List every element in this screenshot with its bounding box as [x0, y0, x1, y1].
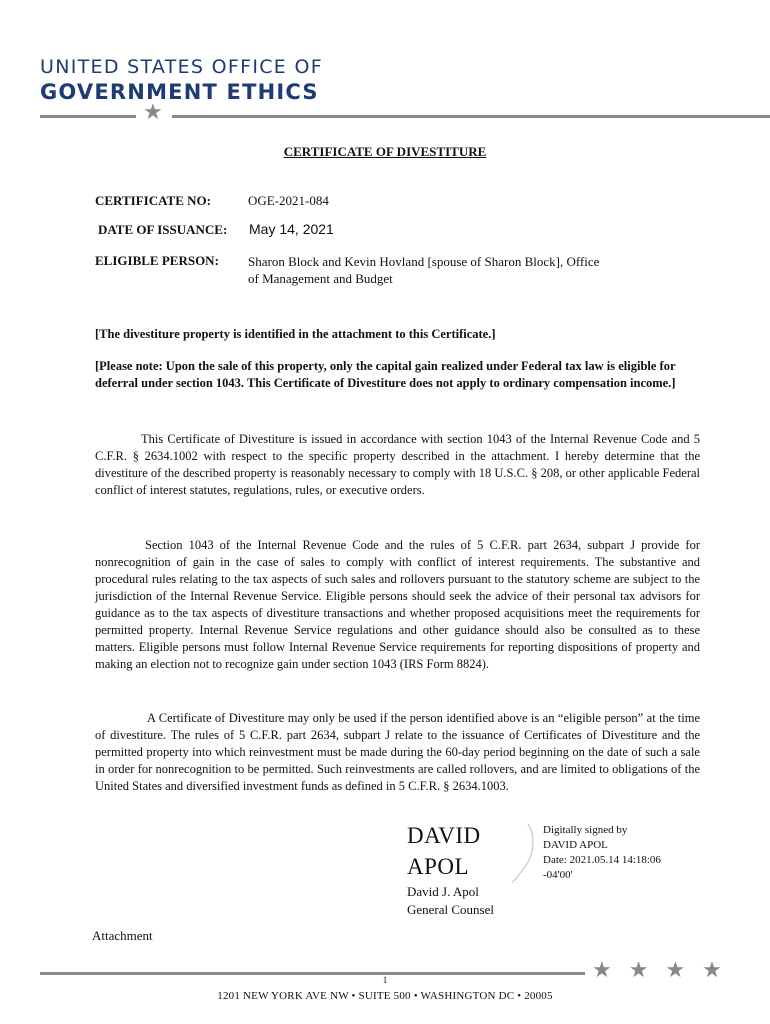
signature-name-line2: APOL — [407, 854, 470, 879]
signer-title: General Counsel — [407, 902, 495, 917]
header-divider-right — [172, 115, 770, 118]
date-of-issuance-value: May 14, 2021 — [249, 221, 334, 237]
digital-signature-date: Date: 2021.05.14 14:18:06 — [543, 854, 661, 866]
attachment-note: [The divestiture property is identified in the attachment to this Certificate.] — [95, 327, 496, 341]
signer-name: David J. Apol — [407, 884, 479, 899]
digital-signature-offset: -04'00' — [543, 869, 573, 881]
paragraph-1: This Certificate of Divestiture is issued in accordance with section 1043 of the Internal Revenue Code and 5 C.F.R. § 2634.1002 with respect to the specific property described in the attachment. I hereby determine that the divestiture of the described property is reasonably necessary to comply with 18 U.S.C. § 208, or other applicable Federal conflict of interest statutes, regulations, rules, or executive orders. — [95, 432, 700, 497]
digital-signature-info — [543, 823, 673, 883]
capital-gain-note: [Please note: Upon the sale of this property, only the capital gain realized under Federal tax law is eligible for deferral under section 1043. This Certificate of Divestiture does not apply to ordinary compensation income.] — [95, 359, 676, 390]
footer-stars-icon: ★★★★ — [592, 958, 739, 983]
star-icon: ★ — [143, 100, 163, 125]
header-divider-left — [40, 115, 136, 118]
footer-address: 1201 NEW YORK AVE NW • SUITE 500 • WASHINGTON DC • 20005 — [217, 990, 553, 1002]
agency-name-line2: GOVERNMENT ETHICS — [40, 80, 319, 104]
agency-name-line1: UNITED STATES OFFICE OF — [40, 56, 323, 78]
digital-signature-line1: Digitally signed by — [543, 824, 628, 836]
signature-flourish — [510, 822, 540, 884]
page-number: 1 — [382, 975, 388, 985]
certificate-no-value: OGE-2021-084 — [248, 193, 329, 208]
certificate-no-label: CERTIFICATE NO: — [95, 193, 211, 208]
eligible-person-value-line2: of Management and Budget — [248, 271, 393, 286]
digital-signature-line2: DAVID APOL — [543, 839, 608, 851]
document-title: CERTIFICATE OF DIVESTITURE — [283, 144, 487, 159]
date-of-issuance-label: DATE OF ISSUANCE: — [98, 222, 228, 237]
paragraph-2: Section 1043 of the Internal Revenue Code and the rules of 5 C.F.R. part 2634, subpart J provide for nonrecognition of gain in the case of sales to comply with conflict of interest requirements. The substantive and procedural rules relating to the tax aspects of such sales and rollovers pursuant to the statutory scheme are subject to the jurisdiction of the Internal Revenue Service. Eligible persons should seek the advice of their personal tax advisors for guidance as to the tax aspects of divestiture transactions and whether proposed acquisitions meet the requirements for permitted property. Internal Revenue Service regulations and other guidance should also be consulted as to these matters. Eligible persons must follow Internal Revenue Service requirements for reporting dispositions of property and making an election not to recognize gain under section 1043 (IRS Form 8824). — [95, 538, 700, 671]
eligible-person-value-line1: Sharon Block and Kevin Hovland [spouse of Sharon Block], Office — [248, 254, 600, 269]
eligible-person-label: ELIGIBLE PERSON: — [95, 253, 219, 268]
signature-name-line1: DAVID — [407, 823, 481, 848]
attachment-label: Attachment — [92, 928, 153, 943]
paragraph-3: A Certificate of Divestiture may only be used if the person identified above is an “eligible person” at the time of divestiture. The rules of 5 C.F.R. part 2634, subpart J relate to the issuance of Certificates of Divestiture and the permitted property into which reinvestment must be made during the 60-day period beginning on the date of such a sale in order for nonrecognition to be permitted. Such reinvestments are called rollovers, and are limited to obligations of the United States and diversified investment funds as defined in 5 C.F.R. § 2634.1003. — [95, 711, 700, 793]
